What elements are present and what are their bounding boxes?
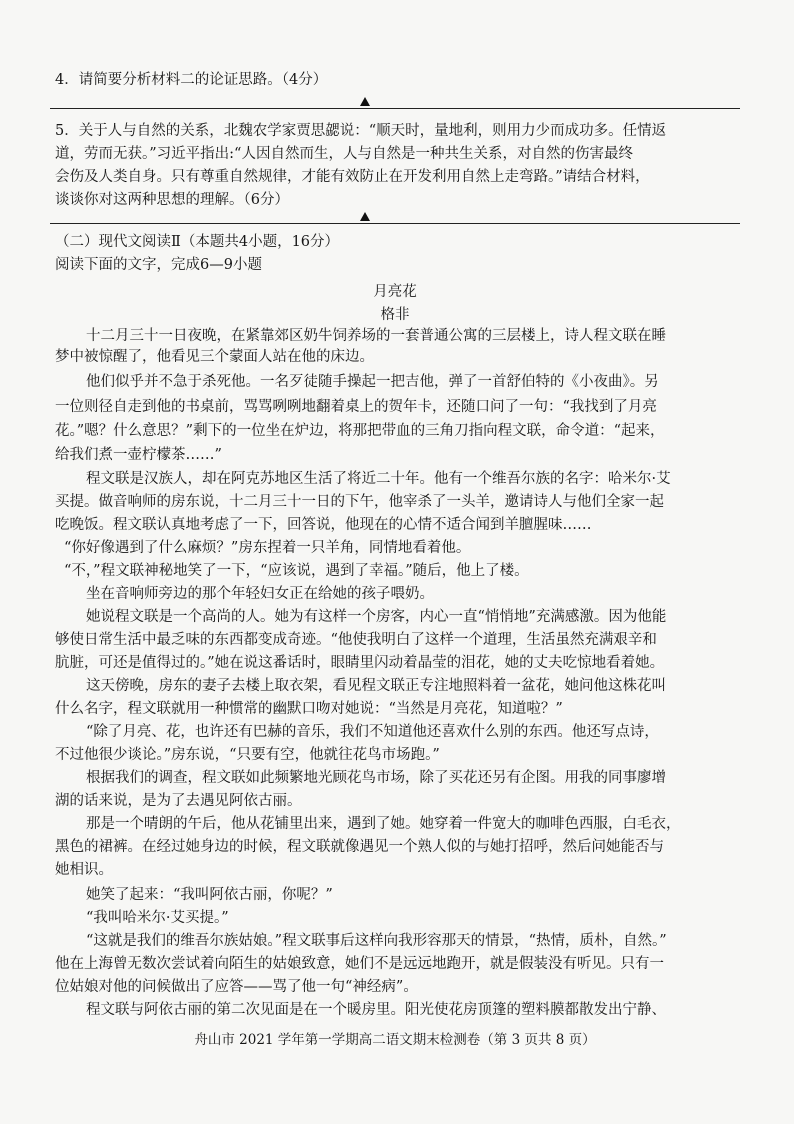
body-line: 买提。做音响师的房东说，十二月三十一日的下午，他宰杀了一头羊，邀请诗人与他们全家一起 — [55, 494, 664, 510]
body-line: 黑色的裙裤。在经过她身边的时候，程文联就像遇见一个熟人似的与她打招呼，然后问她能否与 — [55, 839, 664, 855]
body-line: 位姑娘对他的问候做出了应答——骂了他一句“神经病”。 — [55, 979, 418, 995]
question-5-line: 谈谈你对这两种思想的理解。（6分） — [55, 192, 289, 208]
answer-rule — [50, 223, 740, 224]
story-title: 月亮花 — [373, 284, 417, 300]
body-line: 他们似乎并不急于杀死他。一名歹徒随手操起一把吉他，弹了一首舒伯特的《小夜曲》。另 — [86, 374, 659, 390]
section-title: （二）现代文阅读Ⅱ（本题共4小题，16分） — [55, 234, 340, 250]
body-line: 不过他很少谈论。”房东说，“只要有空，他就往花鸟市场跑。” — [55, 747, 440, 763]
question-5-line: 5．关于人与自然的关系，北魏农学家贾思勰说：“顺天时，量地利，则用力少而成功多。任情返 — [55, 123, 667, 139]
body-line: 给我们煮一壶柠檬茶……” — [55, 447, 222, 463]
story-author: 格非 — [380, 307, 410, 323]
body-line: 十二月三十一日夜晚，在紧靠郊区奶牛饲养场的一套普通公寓的三层楼上，诗人程文联在睡 — [86, 328, 666, 344]
page-footer: 舟山市 2021 学年第一学期高二语文期末检测卷（第 3 页共 8 页） — [194, 1032, 596, 1048]
body-line: 他在上海曾无数次尝试着向陌生的姑娘致意，她们不是远远地跑开，就是假装没有听见。只有一 — [55, 956, 664, 972]
body-line: 坐在音响师旁边的那个年轻妇女正在给她的孩子喂奶。 — [86, 586, 434, 602]
body-line: 吃晚饭。程文联认真地考虑了一下，回答说，他现在的心情不适合闻到羊膻腥味…… — [55, 517, 592, 533]
reading-instruction: 阅读下面的文字，完成6—9小题 — [55, 257, 262, 273]
body-line: 她相识。 — [55, 862, 113, 878]
body-line: 她笑了起来：“我叫阿依古丽，你呢？” — [86, 887, 333, 903]
body-line: “我叫哈米尔·艾买提。” — [86, 910, 229, 926]
answer-space-marker-icon — [360, 212, 370, 221]
body-line: 湖的话来说，是为了去遇见阿依古丽。 — [55, 793, 302, 809]
body-line: 够使日常生活中最乏味的东西都变成奇迹。“他使我明白了这样一个道理，生活虽然充满艰辛和 — [55, 632, 657, 648]
body-line: 程文联是汉族人，却在阿克苏地区生活了将近二十年。他有一个维吾尔族的名字：哈米尔·艾 — [86, 471, 671, 487]
question-4: 4．请简要分析材料二的论证思路。（4分） — [55, 72, 328, 88]
body-line: 她说程文联是一个高尚的人。她为有这样一个房客，内心一直“悄悄地”充满感激。因为他能 — [86, 609, 667, 625]
body-line: “不，”程文联神秘地笑了一下，“应该说，遇到了幸福。”随后，他上了楼。 — [64, 563, 529, 579]
body-line: “除了月亮、花，也许还有巴赫的音乐，我们不知道他还喜欢什么别的东西。他还写点诗， — [86, 724, 659, 740]
body-line: 花。”嗯？什么意思？”剩下的一位坐在炉边，将那把带血的三角刀指向程文联，命令道：“起来， — [55, 423, 665, 439]
body-line: 肮脏，可还是值得过的。”她在说这番话时，眼睛里闪动着晶莹的泪花，她的丈夫吃惊地看着她。 — [55, 655, 665, 671]
body-line: 那是一个晴朗的午后，他从花铺里出来，遇到了她。她穿着一件宽大的咖啡色西服，白毛衣， — [86, 816, 681, 832]
answer-rule — [50, 108, 740, 109]
body-line: “你好像遇到了什么麻烦？”房东捏着一只羊角，同情地看着他。 — [64, 540, 471, 556]
question-5-line: 会伤及人类自身。只有尊重自然规律，才能有效防止在开发利用自然上走弯路。”请结合材料， — [55, 169, 650, 185]
body-line: “这就是我们的维吾尔族姑娘。”程文联事后这样向我形容那天的情景，“热情，质朴，自然。” — [86, 933, 667, 949]
answer-space-marker-icon — [360, 97, 370, 106]
body-line: 一位则径自走到他的书桌前，骂骂咧咧地翻着桌上的贺年卡，还随口问了一句：“我找到了月亮 — [55, 399, 657, 415]
body-line: 梦中被惊醒了，他看见三个蒙面人站在他的床边。 — [55, 349, 374, 365]
body-line: 根据我们的调查，程文联如此频繁地光顾花鸟市场，除了买花还另有企图。用我的同事廖增 — [86, 770, 666, 786]
body-line: 程文联与阿依古丽的第二次见面是在一个暖房里。阳光使花房顶篷的塑料膜都散发出宁静、 — [86, 1002, 666, 1018]
body-line: 什么名字，程文联就用一种惯常的幽默口吻对她说：“当然是月亮花，知道啦？” — [55, 701, 563, 717]
question-5-line: 道，劳而无获。”习近平指出:“人因自然而生，人与自然是一种共生关系，对自然的伤害最终 — [55, 146, 633, 162]
body-line: 这天傍晚，房东的妻子去楼上取衣架，看见程文联正专注地照料着一盆花，她问他这株花叫 — [86, 678, 666, 694]
